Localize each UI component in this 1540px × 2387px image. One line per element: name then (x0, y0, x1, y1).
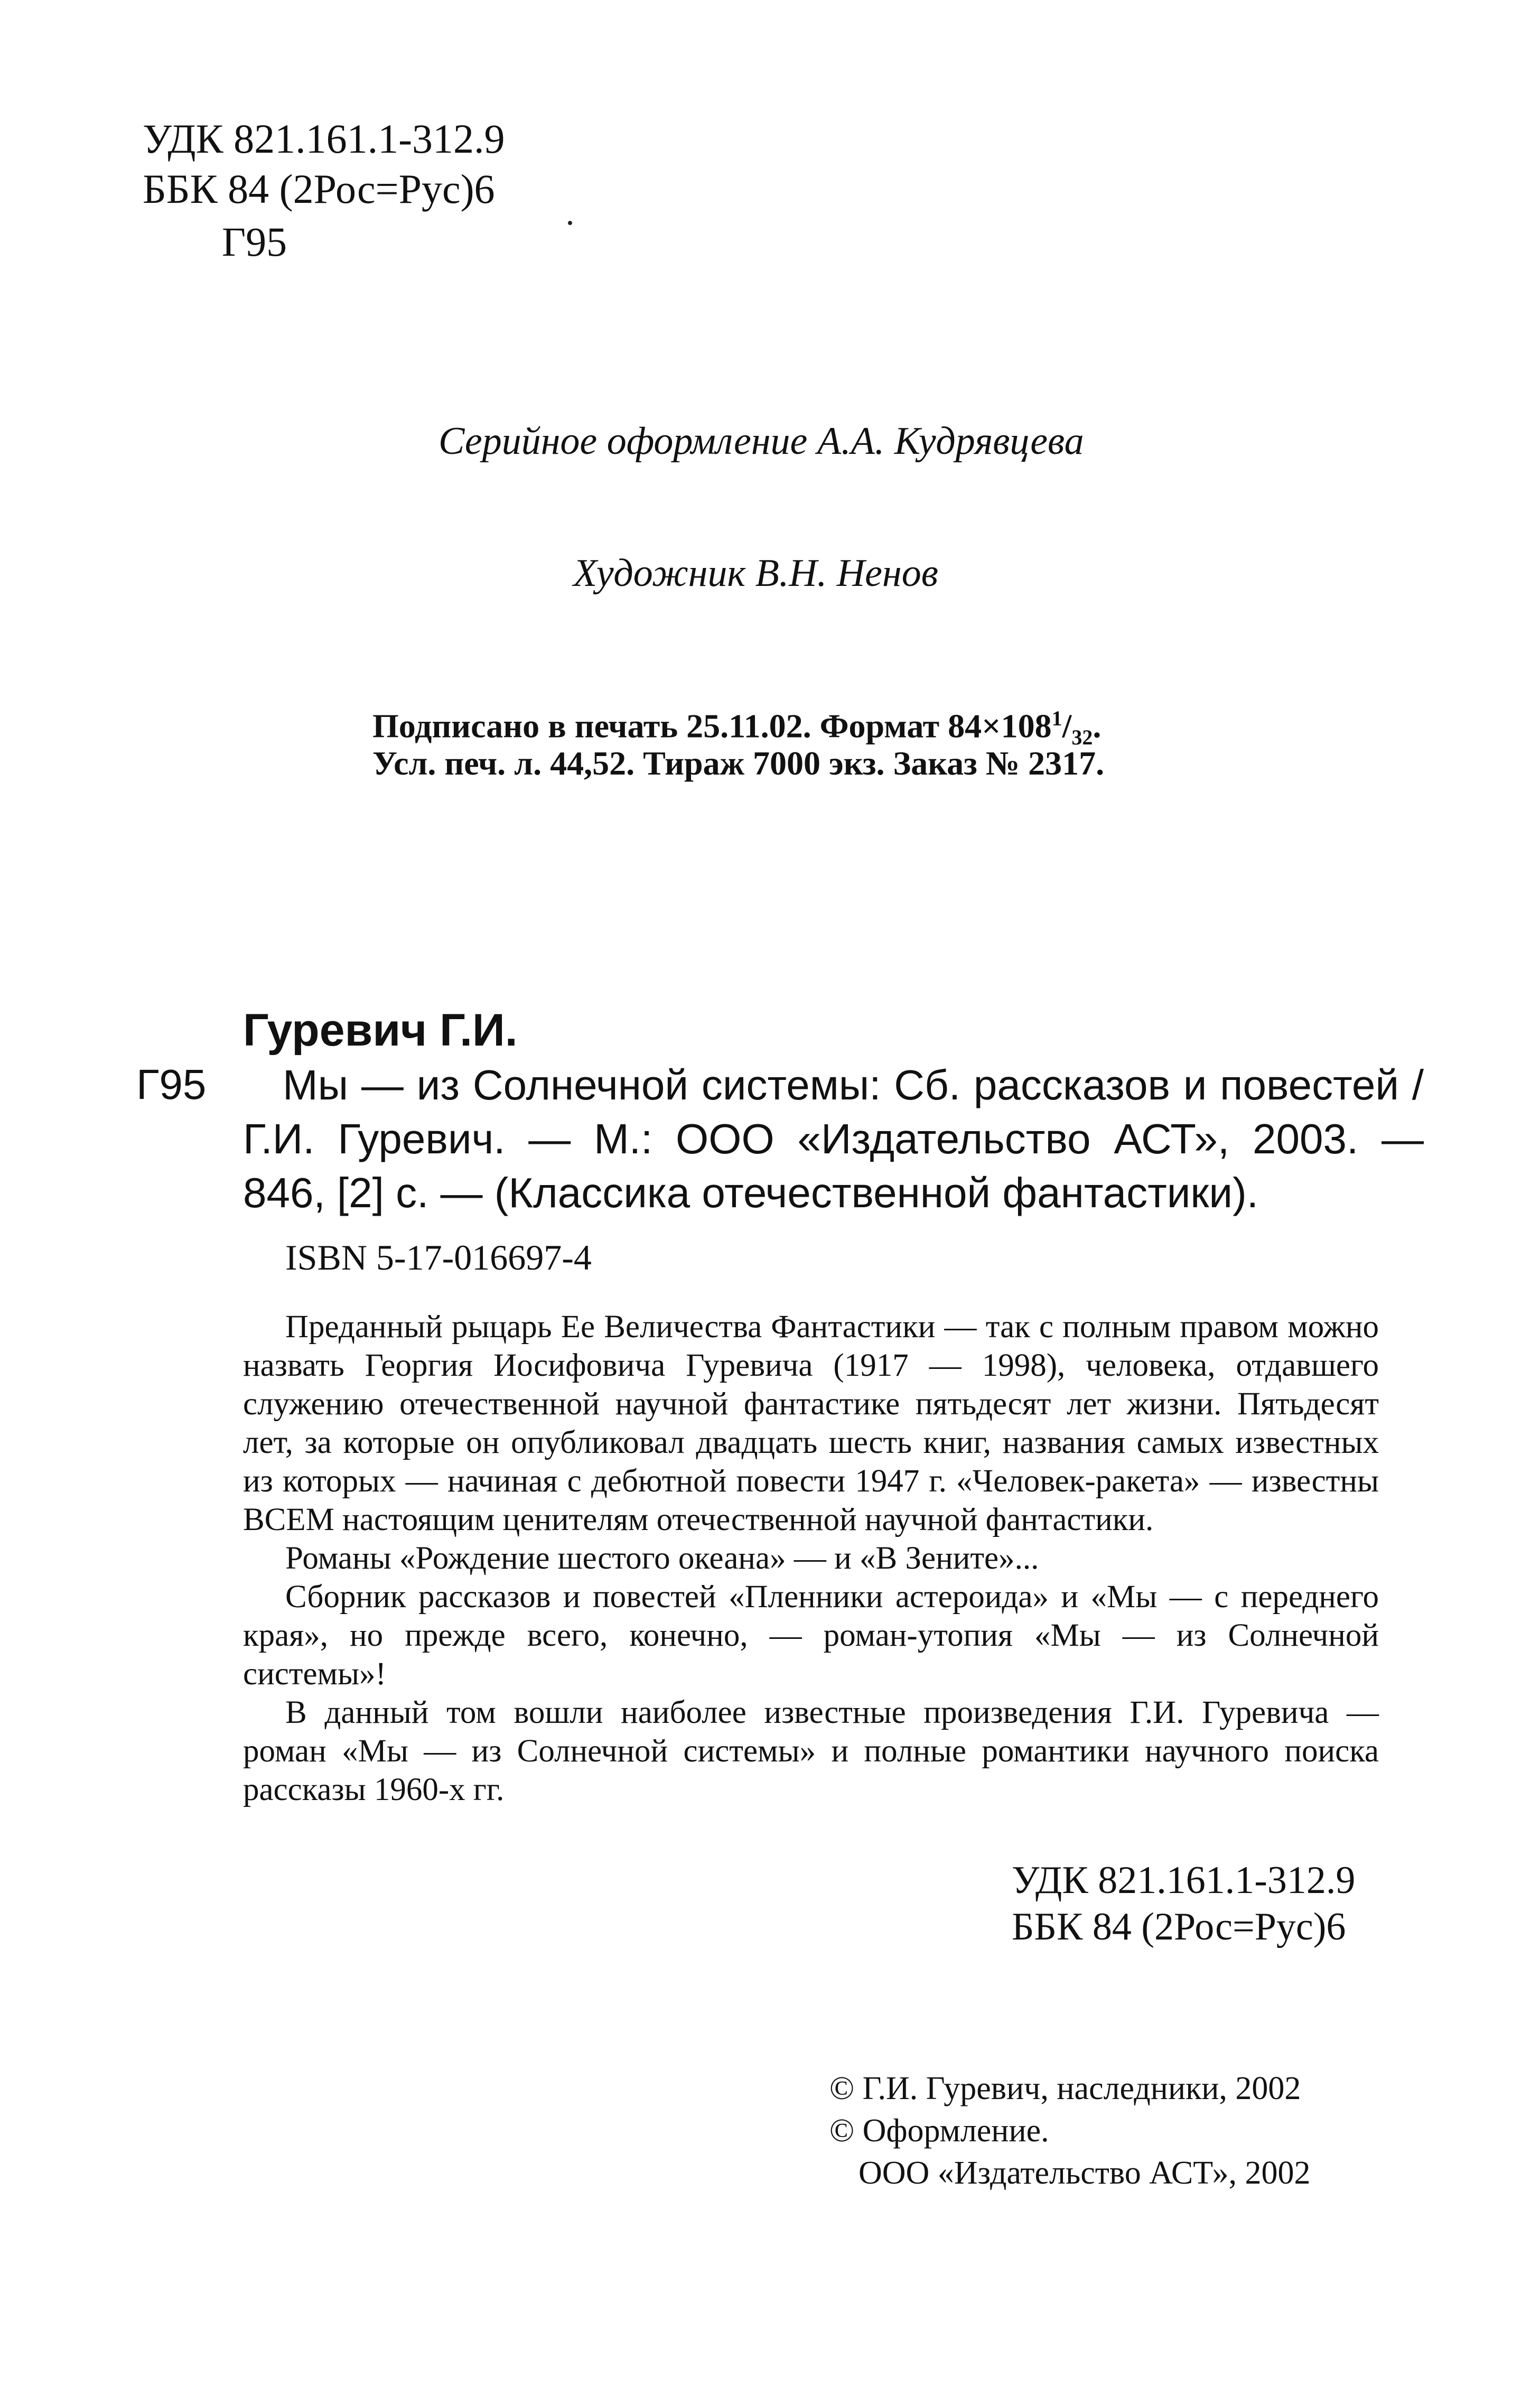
bibliographic-description (243, 1058, 1424, 1220)
biblio-line: Г.И. Гуревич. — М.: ООО «Издательство АСТ», 2003. — (243, 1115, 1424, 1162)
bbk-code-bottom: ББК 84 (2Рос=Рус)6 (1012, 1905, 1346, 1948)
annotation-paragraph: В данный том вошли наиболее известные произведения Г.И. Гуревича — роман «Мы — из Солнечной системы» и полные романтики научного поиска рассказы 1960-х гг. (243, 1695, 1379, 1807)
print-info-line-1: Подписано в печать 25.11.02. Формат $84\times 108^1/_{32}$. (372, 706, 1102, 750)
format-fraction-numerator: 1 (1051, 706, 1062, 730)
series-design-credit: Серийное оформление А.А. Кудрявцева (438, 419, 1084, 463)
udk-code: УДК 821.161.1-312.9 (143, 116, 505, 162)
annotation-paragraph: Сборник рассказов и повестей «Пленники астероида» и «Мы — с переднего края», но прежде всего, конечно, — роман-утопия «Мы — из Солнечной системы»! (243, 1579, 1379, 1692)
format-fraction-denominator: 32 (1071, 725, 1093, 750)
biblio-line: 846, [2] с. — (Классика отечественной фантастики). (243, 1169, 1258, 1216)
speck (568, 221, 572, 225)
udk-code-bottom: УДК 821.161.1-312.9 (1012, 1859, 1356, 1902)
copyright-design: © Оформление. (829, 2113, 1049, 2149)
isbn: ISBN 5-17-016697-4 (285, 1237, 592, 1278)
biblio-line: Мы — из Солнечной системы: Сб. рассказов и повестей / (283, 1061, 1424, 1108)
annotation-paragraph: Романы «Рождение шестого океана» — и «В Зените»... (285, 1541, 1039, 1576)
copyright-author: © Г.И. Гуревич, наследники, 2002 (829, 2071, 1301, 2106)
print-info-line-2: Усл. печ. л. 44,52. Тираж 7000 экз. Заказ № 2317. (372, 744, 1105, 782)
author-mark: Г95 (222, 219, 287, 265)
bbk-code: ББК 84 (2Рос=Рус)6 (143, 166, 495, 212)
artist-credit: Художник В.Н. Ненов (573, 552, 938, 595)
print-info-end: . (1093, 707, 1102, 745)
annotation (243, 1308, 1379, 1809)
entry-code: Г95 (136, 1061, 207, 1108)
copyright-publisher: ООО «Издательство АСТ», 2002 (858, 2155, 1311, 2191)
print-info-main: Подписано в печать 25.11.02. Формат 84×108 (372, 707, 1052, 745)
author-heading: Гуревич Г.И. (243, 1005, 518, 1056)
annotation-paragraph: Преданный рыцарь Ее Величества Фантастики — так с полным правом можно назвать Георгия Иосифовича Гуревича (1917 — 1998), человека, отдавшего служению отечественной научной фантастике пятьдесят лет жизни. Пятьдесят лет, за которые он опубликовал двадцать шесть книг, названия самых известных из которых — начиная с дебютной повести 1947 г. «Человек-ракета» — известны ВСЕМ настоящим ценителям отечественной научной фантастики. (243, 1309, 1379, 1537)
